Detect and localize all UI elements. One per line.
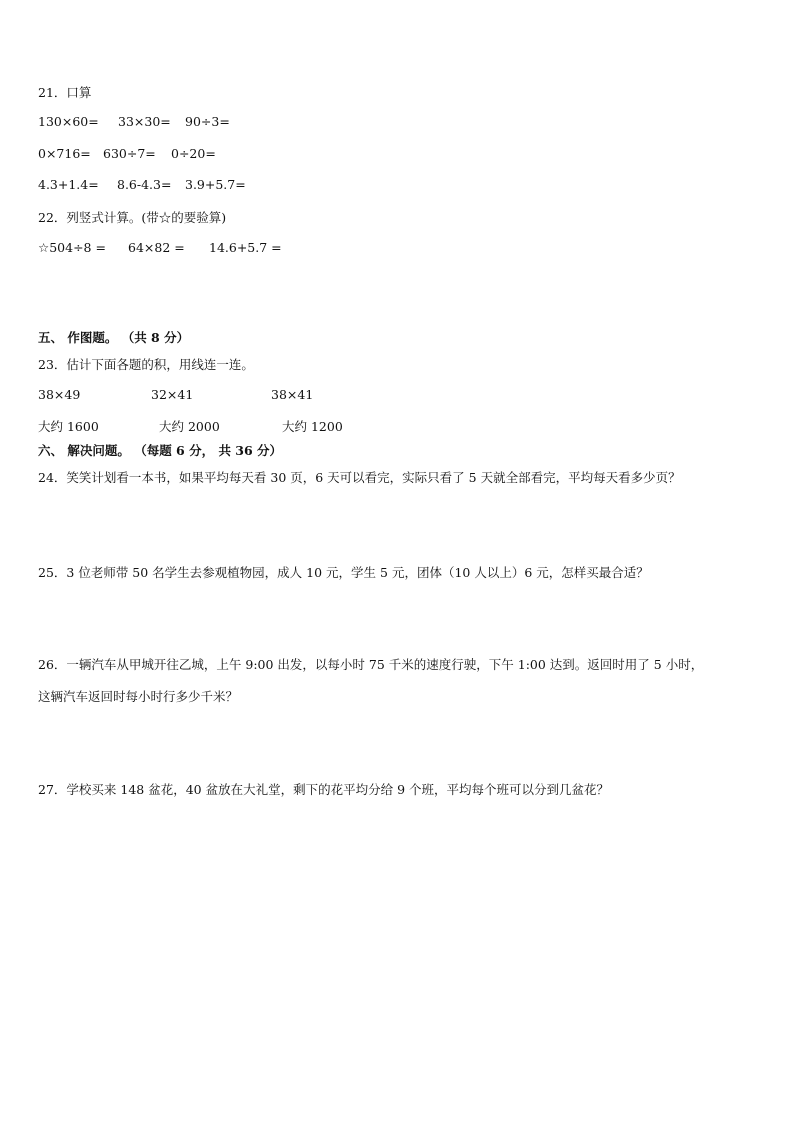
q22-title: 22．列竖式计算。(带☆的要验算) (38, 210, 227, 225)
q23-product2: 32×41 (151, 387, 194, 402)
q21-row3-item2: 8.6-4.3= (117, 177, 172, 192)
q22-item1: ☆504÷8 = (38, 240, 106, 255)
q21-title: 21．口算 (38, 85, 92, 100)
q27-text: 27．学校买来 148 盆花，40 盆放在大礼堂，剩下的花平均分给 9 个班，平均每个班可以分到几盆花？ (38, 782, 609, 797)
q21-row3-item1: 4.3+1.4= (38, 177, 99, 192)
q22-item3: 14.6+5.7 = (209, 240, 282, 255)
q21-row1-item2: 33×30= (118, 114, 171, 129)
section6-heading: 六、 解决问题。 （每题 6 分， 共 36 分） (38, 443, 283, 458)
q23-product1: 38×49 (38, 387, 81, 402)
q26-text-line1: 26．一辆汽车从甲城开往乙城，上午 9:00 出发，以每小时 75 千米的速度行驶，下午 1:00 达到。返回时用了 5 小时， (38, 657, 704, 672)
q21-row3-item3: 3.9+5.7= (185, 177, 246, 192)
q21-row1-item1: 130×60= (38, 114, 99, 129)
q23-estimate2: 大约 2000 (159, 419, 220, 434)
q21-row2-item2: 630÷7= (103, 146, 156, 161)
q23-estimate1: 大约 1600 (38, 419, 99, 434)
q23-title: 23．估计下面各题的积，用线连一连。 (38, 357, 254, 372)
q25-text: 25．3 位老师带 50 名学生去参观植物园，成人 10 元，学生 5 元，团体（10 人以上）6 元，怎样买最合适？ (38, 565, 649, 580)
q21-row2-item3: 0÷20= (171, 146, 216, 161)
q23-product3: 38×41 (271, 387, 314, 402)
q21-row2-item1: 0×716= (38, 146, 91, 161)
section5-heading: 五、 作图题。 （共 8 分） (38, 330, 190, 345)
q26-text-line2: 这辆汽车返回时每小时行多少千米？ (38, 689, 239, 704)
q21-row1-item3: 90÷3= (185, 114, 230, 129)
q24-text: 24．笑笑计划看一本书，如果平均每天看 30 页，6 天可以看完，实际只看了 5 天就全部看完，平均每天看多少页？ (38, 470, 681, 485)
q22-item2: 64×82 = (128, 240, 185, 255)
q23-estimate3: 大约 1200 (282, 419, 343, 434)
